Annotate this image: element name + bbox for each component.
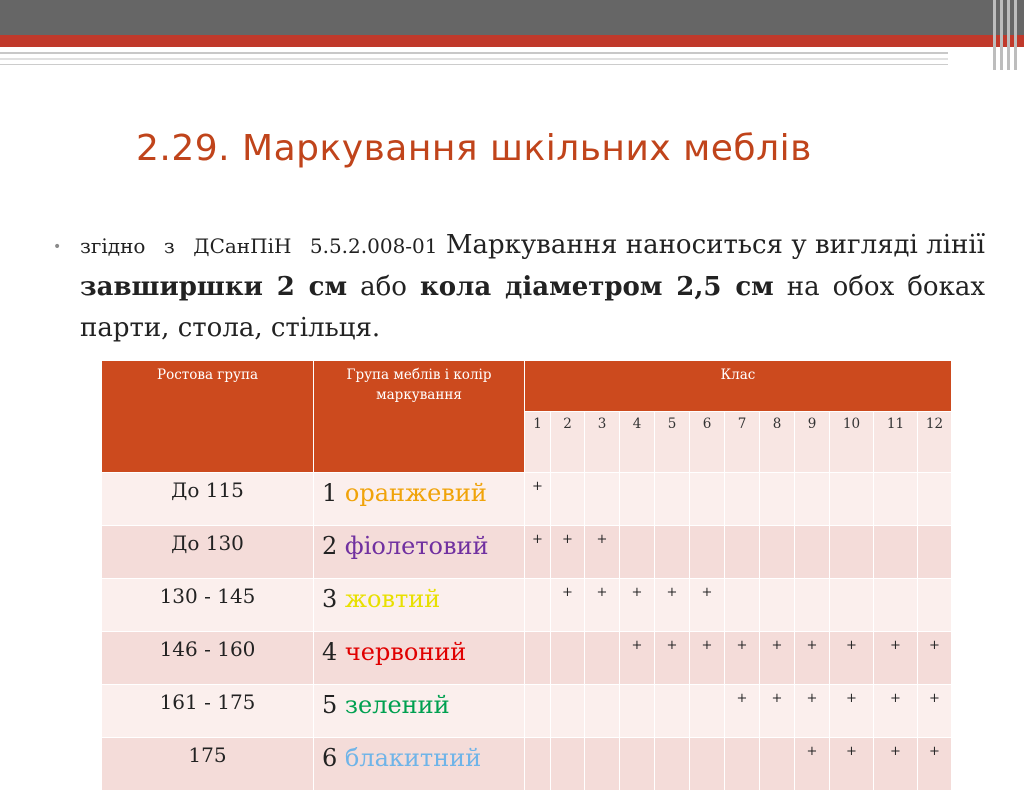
class-mark-cell: + bbox=[655, 632, 690, 685]
class-mark-cell bbox=[795, 473, 830, 526]
class-mark-cell bbox=[551, 685, 585, 738]
decor-bar bbox=[1007, 0, 1010, 70]
decor-line bbox=[0, 64, 948, 65]
class-mark-cell: + bbox=[830, 632, 874, 685]
group-number: 4 bbox=[322, 638, 338, 666]
group-number: 6 bbox=[322, 744, 338, 772]
class-number: 12 bbox=[918, 412, 952, 473]
class-number: 7 bbox=[725, 412, 760, 473]
group-number: 1 bbox=[322, 479, 338, 507]
class-mark-cell bbox=[760, 473, 795, 526]
class-mark-cell bbox=[585, 738, 620, 791]
class-mark-cell: + bbox=[874, 685, 918, 738]
paragraph-text: на обох боках парти, стола, стільця. bbox=[80, 272, 985, 343]
class-mark-cell bbox=[918, 579, 952, 632]
class-mark-cell: + bbox=[795, 738, 830, 791]
furniture-group-cell bbox=[314, 526, 525, 579]
table-row bbox=[102, 738, 952, 791]
class-number: 8 bbox=[760, 412, 795, 473]
class-mark-cell bbox=[874, 579, 918, 632]
class-mark-cell: + bbox=[760, 685, 795, 738]
table-row bbox=[102, 579, 952, 632]
class-mark-cell bbox=[655, 685, 690, 738]
bullet-icon: • bbox=[53, 239, 62, 255]
class-mark-cell: + bbox=[760, 632, 795, 685]
class-mark-cell bbox=[690, 685, 725, 738]
class-mark-cell: + bbox=[874, 632, 918, 685]
class-number: 6 bbox=[690, 412, 725, 473]
class-mark-cell bbox=[725, 579, 760, 632]
class-mark-cell bbox=[795, 579, 830, 632]
paragraph-text: Маркування наноситься у вигляді лінії bbox=[437, 230, 986, 260]
class-mark-cell bbox=[874, 526, 918, 579]
paragraph-bold: завширшки 2 см bbox=[80, 272, 348, 302]
class-mark-cell bbox=[874, 473, 918, 526]
table-row bbox=[102, 473, 952, 526]
paragraph-bold: кола діаметром 2,5 см bbox=[419, 272, 774, 302]
height-group-cell: До 115 bbox=[102, 473, 314, 526]
table-row bbox=[102, 526, 952, 579]
class-mark-cell bbox=[585, 473, 620, 526]
class-mark-cell: + bbox=[725, 632, 760, 685]
height-group-cell: 146 - 160 bbox=[102, 632, 314, 685]
class-mark-cell bbox=[690, 738, 725, 791]
group-number: 2 bbox=[322, 532, 338, 560]
class-mark-cell bbox=[620, 473, 655, 526]
paragraph-text: або bbox=[347, 272, 420, 302]
furniture-group-cell bbox=[314, 738, 525, 791]
decor-bar bbox=[1014, 0, 1017, 70]
class-mark-cell bbox=[725, 526, 760, 579]
class-mark-cell: + bbox=[795, 632, 830, 685]
class-mark-cell: + bbox=[620, 632, 655, 685]
class-mark-cell bbox=[725, 738, 760, 791]
class-mark-cell bbox=[690, 526, 725, 579]
class-mark-cell: + bbox=[585, 579, 620, 632]
group-number: 3 bbox=[322, 585, 338, 613]
class-number: 11 bbox=[874, 412, 918, 473]
decor-line bbox=[0, 58, 948, 60]
class-mark-cell: + bbox=[551, 579, 585, 632]
height-group-cell: 175 bbox=[102, 738, 314, 791]
class-mark-cell bbox=[525, 632, 551, 685]
group-number: 5 bbox=[322, 691, 338, 719]
furniture-group-cell bbox=[314, 632, 525, 685]
class-mark-cell bbox=[830, 579, 874, 632]
class-mark-cell bbox=[655, 473, 690, 526]
class-mark-cell bbox=[760, 526, 795, 579]
class-mark-cell bbox=[690, 473, 725, 526]
color-name: блакитний bbox=[344, 744, 482, 772]
class-mark-cell bbox=[795, 526, 830, 579]
class-mark-cell bbox=[918, 526, 952, 579]
class-mark-cell: + bbox=[525, 473, 551, 526]
class-mark-cell bbox=[551, 632, 585, 685]
color-name: фіолетовий bbox=[344, 532, 489, 560]
table-row bbox=[102, 632, 952, 685]
class-mark-cell: + bbox=[795, 685, 830, 738]
class-mark-cell: + bbox=[690, 579, 725, 632]
class-mark-cell bbox=[830, 473, 874, 526]
color-name: червоний bbox=[344, 638, 467, 666]
class-number: 5 bbox=[655, 412, 690, 473]
decor-line bbox=[0, 52, 948, 54]
class-mark-cell: + bbox=[551, 526, 585, 579]
class-mark-cell: + bbox=[830, 738, 874, 791]
furniture-group-cell bbox=[314, 579, 525, 632]
class-number: 1 bbox=[525, 412, 551, 473]
table-row bbox=[102, 685, 952, 738]
class-number: 3 bbox=[585, 412, 620, 473]
class-mark-cell bbox=[725, 473, 760, 526]
class-mark-cell bbox=[525, 579, 551, 632]
class-mark-cell bbox=[655, 526, 690, 579]
decor-bar bbox=[1000, 0, 1003, 70]
class-mark-cell: + bbox=[655, 579, 690, 632]
class-mark-cell bbox=[620, 685, 655, 738]
color-name: жовтий bbox=[344, 585, 441, 613]
class-mark-cell: + bbox=[874, 738, 918, 791]
class-mark-cell bbox=[585, 632, 620, 685]
furniture-group-cell bbox=[314, 685, 525, 738]
color-name: оранжевий bbox=[344, 479, 487, 507]
class-mark-cell bbox=[525, 685, 551, 738]
class-mark-cell: + bbox=[918, 685, 952, 738]
class-mark-cell: + bbox=[585, 526, 620, 579]
header-height-group: Ростова група bbox=[102, 361, 314, 473]
top-band bbox=[0, 0, 1024, 35]
class-mark-cell bbox=[620, 526, 655, 579]
class-mark-cell bbox=[655, 738, 690, 791]
top-accent-band bbox=[0, 35, 1024, 47]
height-group-cell: До 130 bbox=[102, 526, 314, 579]
decor-bar bbox=[993, 0, 996, 70]
header-class: Клас bbox=[525, 361, 952, 412]
class-mark-cell: + bbox=[525, 526, 551, 579]
furniture-group-cell bbox=[314, 473, 525, 526]
class-mark-cell: + bbox=[918, 738, 952, 791]
height-group-cell: 161 - 175 bbox=[102, 685, 314, 738]
class-number: 10 bbox=[830, 412, 874, 473]
color-name: зелений bbox=[344, 691, 450, 719]
class-mark-cell: + bbox=[918, 632, 952, 685]
class-mark-cell: + bbox=[725, 685, 760, 738]
class-mark-cell: + bbox=[830, 685, 874, 738]
class-number: 2 bbox=[551, 412, 585, 473]
class-mark-cell bbox=[585, 685, 620, 738]
class-mark-cell: + bbox=[690, 632, 725, 685]
class-mark-cell: + bbox=[620, 579, 655, 632]
header-furniture-group: Група меблів і колір маркування bbox=[314, 361, 525, 473]
furniture-marking-table bbox=[101, 360, 952, 791]
class-mark-cell bbox=[830, 526, 874, 579]
class-mark-cell bbox=[620, 738, 655, 791]
class-mark-cell bbox=[918, 473, 952, 526]
class-mark-cell bbox=[525, 738, 551, 791]
class-mark-cell bbox=[551, 738, 585, 791]
class-mark-cell bbox=[760, 738, 795, 791]
class-mark-cell bbox=[551, 473, 585, 526]
paragraph-prefix: згідно з ДСанПіН 5.5.2.008-01 bbox=[80, 234, 438, 258]
body-paragraph bbox=[80, 225, 985, 349]
height-group-cell: 130 - 145 bbox=[102, 579, 314, 632]
slide-title: 2.29. Маркування шкільних меблів bbox=[136, 128, 812, 169]
class-number: 9 bbox=[795, 412, 830, 473]
class-mark-cell bbox=[760, 579, 795, 632]
class-number: 4 bbox=[620, 412, 655, 473]
